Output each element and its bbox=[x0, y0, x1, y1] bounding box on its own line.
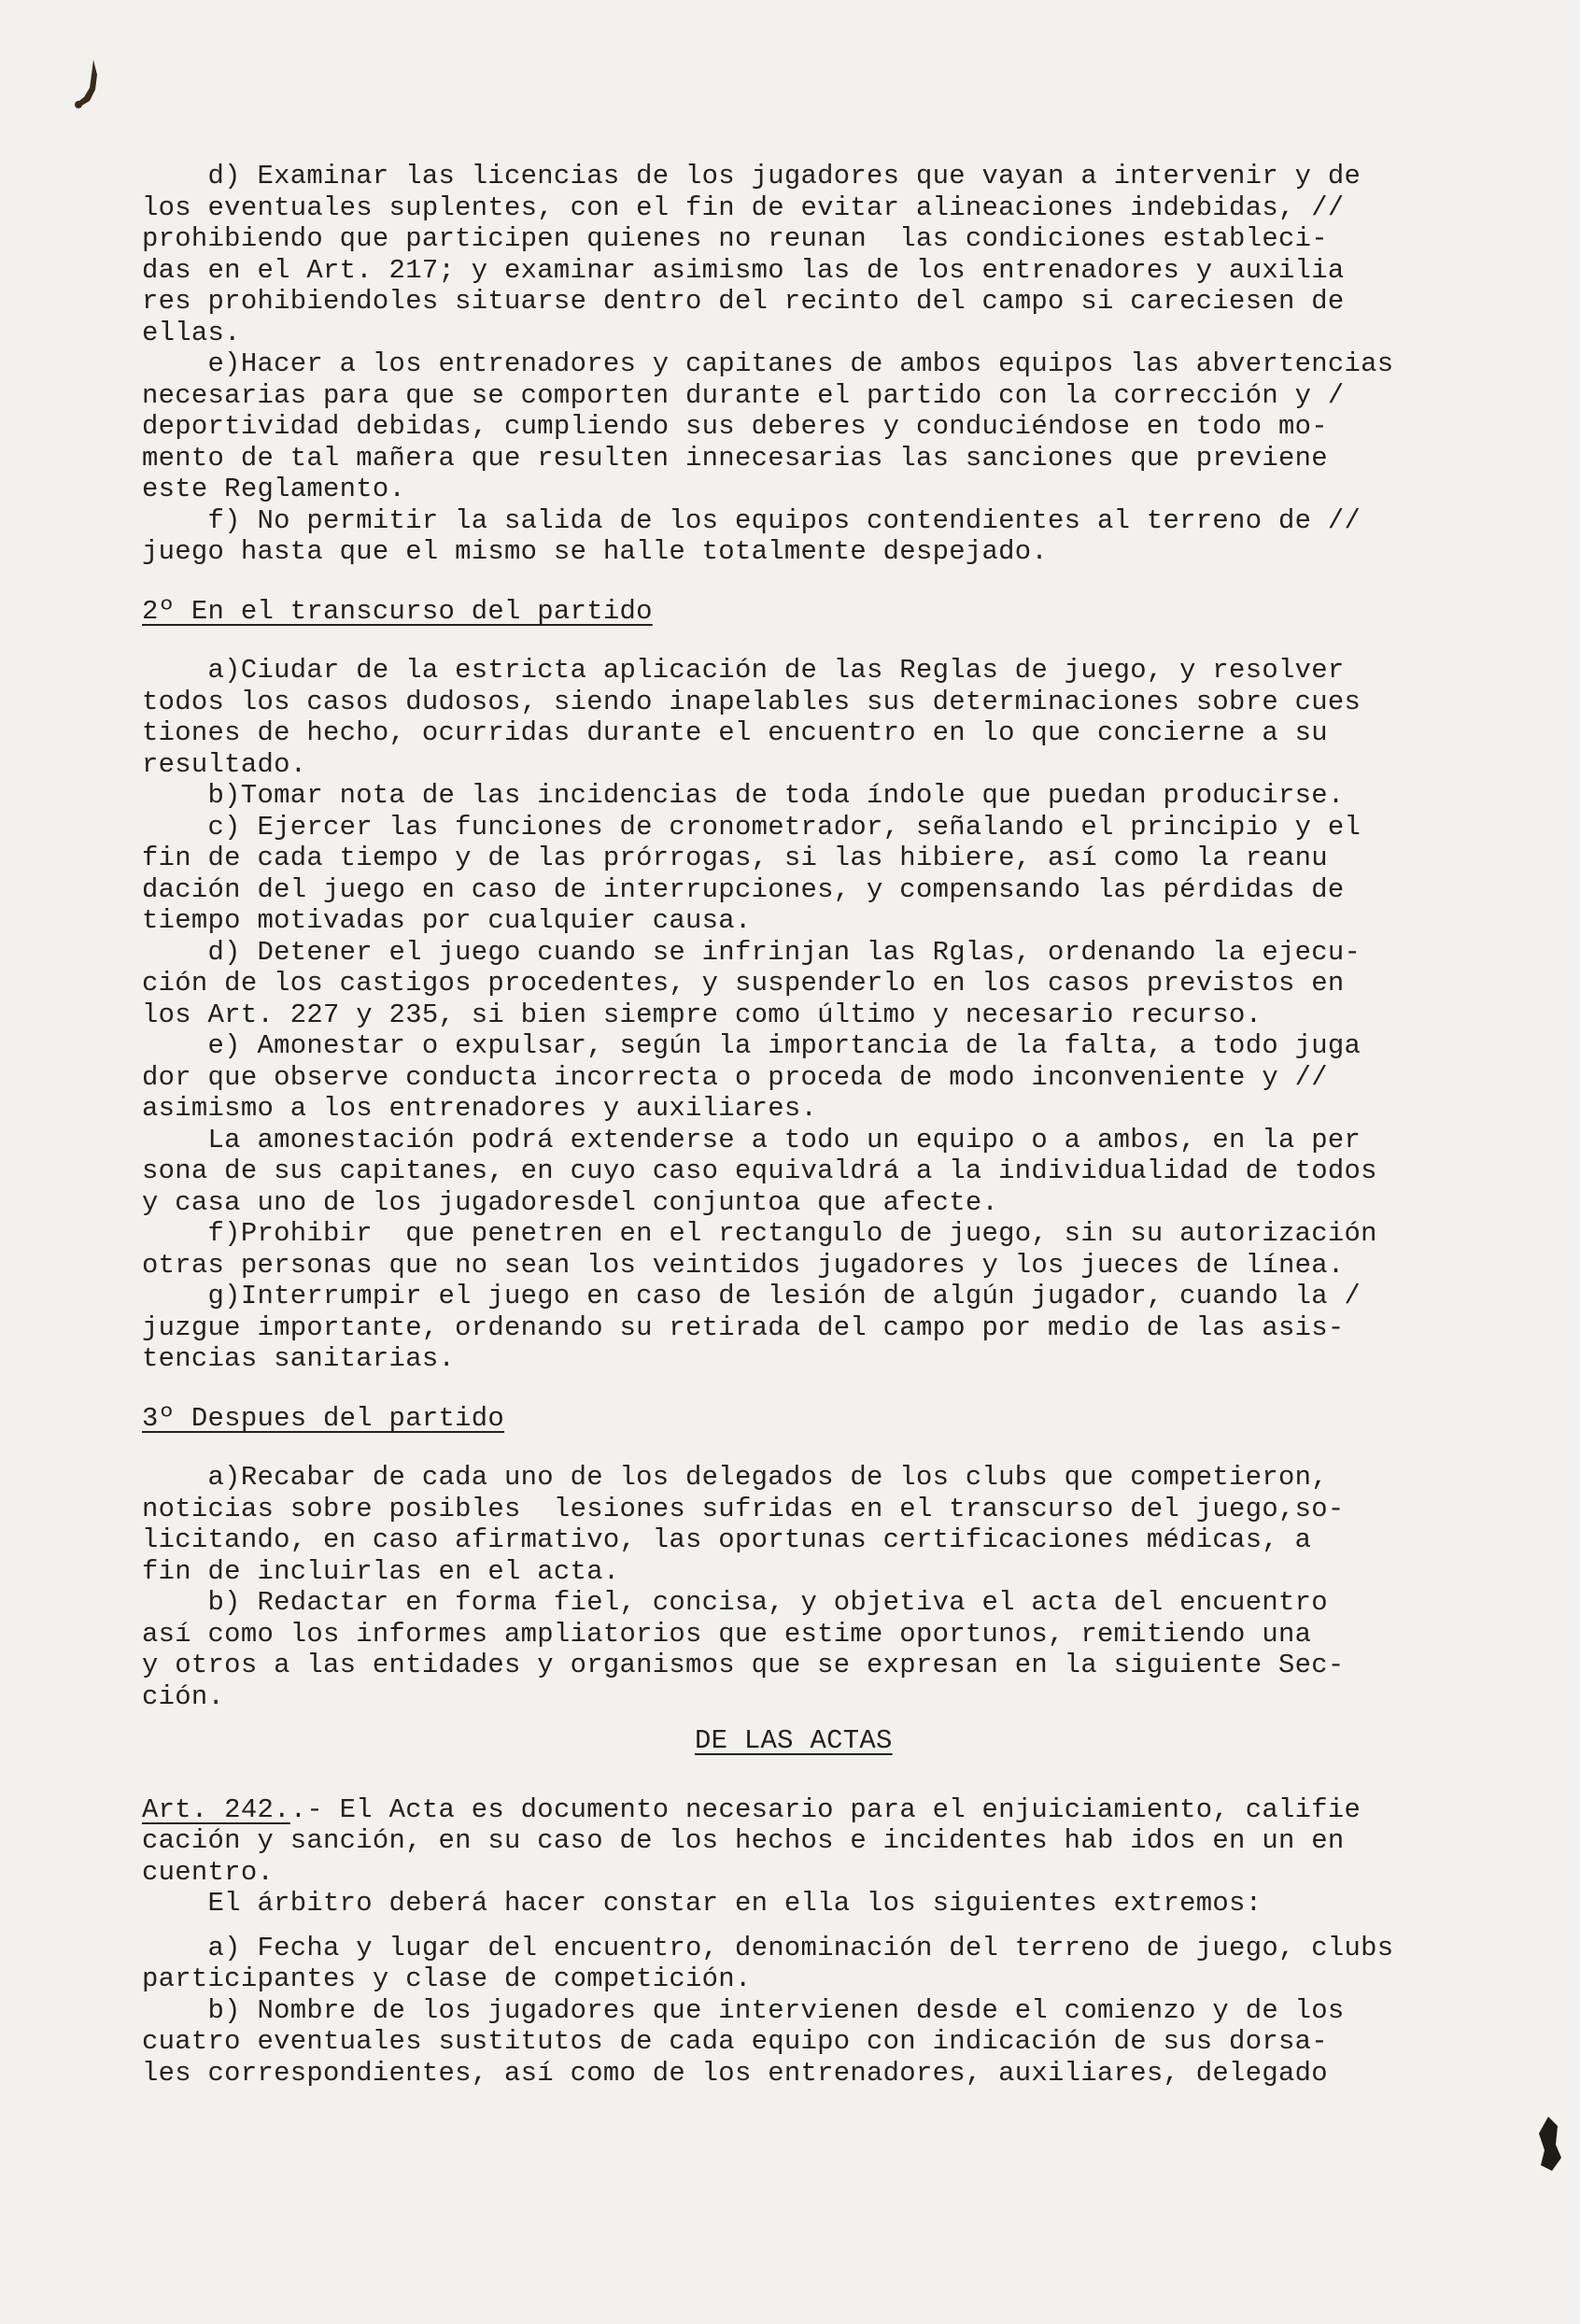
text-line: La amonestación podrá extenderse a todo un equipo o a ambos, en la per bbox=[142, 1124, 1361, 1155]
text-line: licitando, en caso afirmativo, las oportunas certificaciones médicas, a bbox=[142, 1524, 1312, 1555]
text-line: .- El Acta es documento necesario para el enjuiciamiento, califie bbox=[289, 1793, 1361, 1825]
text-line: fin de cada tiempo y de las prórrogas, si las hibiere, así como la reanu bbox=[142, 843, 1328, 873]
article-242-block bbox=[142, 1794, 1543, 1920]
text-line: f)Prohibir que penetren en el rectangulo de juego, sin su autorización bbox=[142, 1218, 1377, 1249]
text-line: tencias sanitarias. bbox=[142, 1343, 456, 1374]
text-line: los eventuales suplentes, con el fin de evitar alineaciones indebidas, // bbox=[142, 191, 1345, 223]
text-line: tiempo motivadas por cualquier causa. bbox=[142, 905, 752, 936]
text-line: ción. bbox=[142, 1680, 225, 1712]
text-line: los Art. 227 y 235, si bien siempre como último y necesario recurso. bbox=[142, 999, 1263, 1030]
text-line: así como los informes ampliatorios que estime oportunos, remitiendo una bbox=[142, 1618, 1312, 1650]
text-line: c) Ejercer las funciones de cronometrador, señalando el principio y el bbox=[142, 811, 1361, 843]
text-line: noticias sobre posibles lesiones sufridas en el transcurso del juego,so- bbox=[142, 1493, 1345, 1524]
text-line: les correspondientes, así como de los entrenadores, auxiliares, delegado bbox=[142, 2057, 1328, 2089]
text-line: res prohibiendoles situarse dentro del recinto del campo si careciesen de bbox=[142, 286, 1345, 317]
text-line: y otros a las entidades y organismos que se expresan en la siguiente Sec- bbox=[142, 1650, 1345, 1680]
text-line: cuentro. bbox=[142, 1856, 275, 1888]
text-line: tiones de hecho, ocurridas durante el encuentro en lo que concierne a su bbox=[142, 717, 1328, 748]
text-line: participantes y clase de competición. bbox=[142, 1963, 752, 1994]
text-line: resultado. bbox=[142, 748, 307, 780]
ink-stain-mark bbox=[73, 56, 110, 121]
text-line: cuatro eventuales sustitutos de cada equipo con indicación de sus dorsa- bbox=[142, 2026, 1328, 2057]
text-line: sona de sus capitanes, en cuyo caso equivaldrá a la individualidad de todos bbox=[142, 1155, 1377, 1186]
text-line: ellas. bbox=[142, 317, 241, 348]
section-1-block bbox=[142, 161, 1543, 568]
article-items-block bbox=[142, 1933, 1543, 2090]
text-line: dor que observe conducta incorrecta o proceda de modo inconveniente y // bbox=[142, 1061, 1328, 1093]
section-2-block bbox=[142, 655, 1543, 1375]
text-line: y casa uno de los jugadoresdel conjuntoa que afecte. bbox=[142, 1186, 999, 1218]
article-label: Art. 242. bbox=[142, 1793, 290, 1825]
text-line: cación y sanción, en su caso de los hechos e incidentes hab idos en un en bbox=[142, 1825, 1345, 1856]
text-line: El árbitro deberá hacer constar en ella los siguientes extremos: bbox=[142, 1888, 1263, 1919]
text-line: juego hasta que el mismo se halle totalmente despejado. bbox=[142, 536, 1049, 567]
text-line: g)Interrumpir el juego en caso de lesión de algún jugador, cuando la / bbox=[142, 1281, 1361, 1311]
document-body bbox=[142, 161, 1543, 2089]
text-line: das en el Art. 217; y examinar asimismo las de los entrenadores y auxilia bbox=[142, 254, 1345, 286]
text-line: b)Tomar nota de las incidencias de toda índole que puedan producirse. bbox=[142, 780, 1345, 811]
text-line: b) Nombre de los jugadores que intervienen desde el comienzo y de los bbox=[142, 1994, 1345, 2026]
text-line: todos los casos dudosos, siendo inapelables sus determinaciones sobre cues bbox=[142, 686, 1361, 717]
text-line: dación del juego en caso de interrupciones, y compensando las pérdidas de bbox=[142, 873, 1345, 905]
text-line: mento de tal mañera que resulten innecesarias las sanciones que previene bbox=[142, 442, 1328, 474]
text-line: d) Detener el juego cuando se infrinjan las Rglas, ordenando la ejecu- bbox=[142, 936, 1361, 968]
text-line: juzgue importante, ordenando su retirada del campo por medio de las asis- bbox=[142, 1311, 1345, 1343]
text-line: a) Fecha y lugar del encuentro, denominación del terreno de juego, clubs bbox=[142, 1932, 1394, 1963]
ink-blot-mark bbox=[1530, 2113, 1567, 2178]
text-line: b) Redactar en forma fiel, concisa, y objetiva el acta del encuentro bbox=[142, 1587, 1328, 1618]
section-2-heading: 2º En el transcurso del partido bbox=[142, 595, 653, 627]
text-line: asimismo a los entrenadores y auxiliares. bbox=[142, 1093, 818, 1124]
text-line: d) Examinar las licencias de los jugadores que vayan a intervenir y de bbox=[142, 161, 1361, 191]
actas-heading: DE LAS ACTAS bbox=[695, 1725, 893, 1756]
section-3-block bbox=[142, 1462, 1543, 1712]
text-line: prohibiendo que participen quienes no reunan las condiciones estableci- bbox=[142, 223, 1328, 254]
text-line: a)Ciudar de la estricta aplicación de las Reglas de juego, y resolver bbox=[142, 655, 1345, 686]
text-line: e) Amonestar o expulsar, según la importancia de la falta, a todo juga bbox=[142, 1030, 1361, 1061]
section-3-heading: 3º Despues del partido bbox=[142, 1402, 505, 1434]
text-line: otras personas que no sean los veintidos jugadores y los jueces de línea. bbox=[142, 1249, 1345, 1281]
text-line: e)Hacer a los entrenadores y capitanes de ambos equipos las abvertencias bbox=[142, 348, 1394, 379]
text-line: necesarias para que se comporten durante el partido con la corrección y / bbox=[142, 379, 1345, 411]
text-line: ción de los castigos procedentes, y suspenderlo en los casos previstos en bbox=[142, 968, 1345, 999]
text-line: a)Recabar de cada uno de los delegados de los clubs que competieron, bbox=[142, 1462, 1328, 1493]
text-line: deportividad debidas, cumpliendo sus deberes y conduciéndose en todo mo- bbox=[142, 411, 1328, 442]
text-line: f) No permitir la salida de los equipos contendientes al terreno de // bbox=[142, 504, 1361, 536]
text-line: este Reglamento. bbox=[142, 474, 406, 504]
text-line: fin de incluirlas en el acta. bbox=[142, 1555, 620, 1587]
